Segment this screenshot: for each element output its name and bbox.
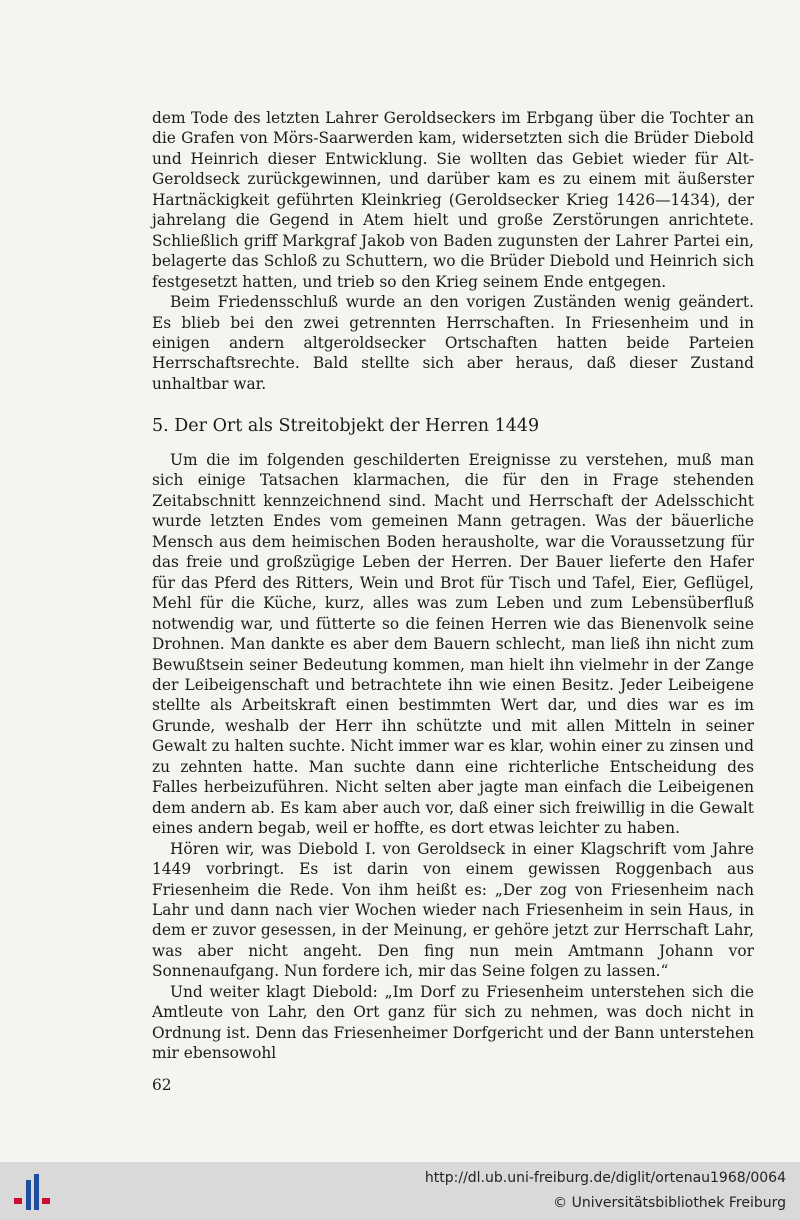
paragraph-4: Hören wir, was Diebold I. von Geroldseck in einer Klagschrift vom Jahre 1449 vorbringt. Es ist darin von einem gewissen Roggenbach aus Friesenheim die Rede. Von ihm heißt es: „Der zog von Friesenheim nach Lahr und dann nach vier Wochen wieder nach Friesenheim in sein Haus, in dem er zuvor gesessen, in der Meinung, er gehöre jetzt zur Herrschaft Lahr, was aber nicht angeht. Den fing nun mein Amtmann Johann vor Sonnenaufgang. Nun fordere ich, mir das Seine folgen zu lassen.“ <box>152 839 754 981</box>
paragraph-5: Und weiter klagt Diebold: „Im Dorf zu Friesenheim unterstehen sich die Amtleute von Lahr, den Ort ganz für sich zu nehmen, was doch nicht in Ordnung ist. Denn das Friesenheimer Dorfgericht und der Bann unterstehen mir ebensowohl <box>152 982 754 1063</box>
paragraph-3: Um die im folgenden geschilderten Ereignisse zu verstehen, muß man sich einige Tatsachen klarmachen, die für den in Frage stehenden Zeitabschnitt kennzeichnend sind. Macht und Herrschaft der Adelsschicht wurde letzten Endes vom gemeinen Mann getragen. Was der bäuerliche Mensch aus dem heimischen Boden herausholte, war die Voraussetzung für das freie und großzügige Leben der Herren. Der Bauer lieferte den Hafer für das Pferd des Ritters, Wein und Brot für Tisch und Tafel, Eier, Geflügel, Mehl für die Küche, kurz, alles was zum Leben und zum Lebensüberfluß notwendig war, und fütterte so die feinen Herren wie das Bienenvolk seine Drohnen. Man dankte es aber dem Bauern schlecht, man ließ ihn nicht zum Bewußtsein seiner Bedeutung kommen, man hielt ihn vielmehr in der Zange der Leibeigenschaft und betrachtete ihn wie einen Besitz. Jeder Leibeigene stellte als Arbeitskraft einen bestimmten Wert dar, und dies war es im Grunde, weshalb der Herr ihn schützte und mit allen Mitteln in seiner Gewalt zu halten suchte. Nicht immer war es klar, wohin einer zu zinsen und zu zehnten hatte. Man suchte dann eine richterliche Entscheidung des Falles herbeizuführen. Nicht selten aber jagte man einfach die Leibeigenen dem andern ab. Es kam aber auch vor, daß einer sich freiwillig in die Gewalt eines andern begab, weil er hoffte, es dort etwas leichter zu haben. <box>152 451 754 838</box>
footer-bar <box>0 1162 800 1220</box>
paragraph-2: Beim Friedensschluß wurde an den vorigen Zuständen wenig geändert. Es blieb bei den zwei getrennten Herrschaften. In Friesenheim und in einigen andern altgeroldsecker Ortschaften hatten beide Parteien Herrschaftsrechte. Bald stellte sich aber heraus, daß dieser Zustand unhaltbar war. <box>152 293 754 393</box>
text-block-top <box>152 108 754 394</box>
paragraph-1: dem Tode des letzten Lahrer Geroldseckers im Erbgang über die Tochter an die Grafen von Mörs-Saarwerden kam, widersetzten sich die Brüder Diebold und Heinrich dieser Entwicklung. Sie wollten das Gebiet wieder für Alt-Geroldseck zurückgewinnen, und darüber kam es zu einem mit äußerster Hartnäckigkeit geführten Kleinkrieg (Geroldsecker Krieg 1426—1434), der jahrelang die Gegend in Atem hielt und große Zerstörungen anrichtete. Schließlich griff Markgraf Jakob von Baden zugunsten der Lahrer Partei ein, belagerte das Schloß zu Schuttern, wo die Brüder Diebold und Heinrich sich festgesetzt hatten, und trieb so den Krieg seinem Ende entgegen. <box>152 109 754 291</box>
ub-freiburg-logo-icon <box>12 1170 52 1214</box>
page-number: 62 <box>152 1076 172 1094</box>
footer-copyright: © Universitätsbibliothek Freiburg <box>553 1195 786 1211</box>
text-block-main <box>152 450 754 1064</box>
footer-url-link[interactable]: http://dl.ub.uni-freiburg.de/diglit/ortenau1968/0064 <box>424 1170 786 1186</box>
section-heading: 5. Der Ort als Streitobjekt der Herren 1449 <box>152 416 540 436</box>
